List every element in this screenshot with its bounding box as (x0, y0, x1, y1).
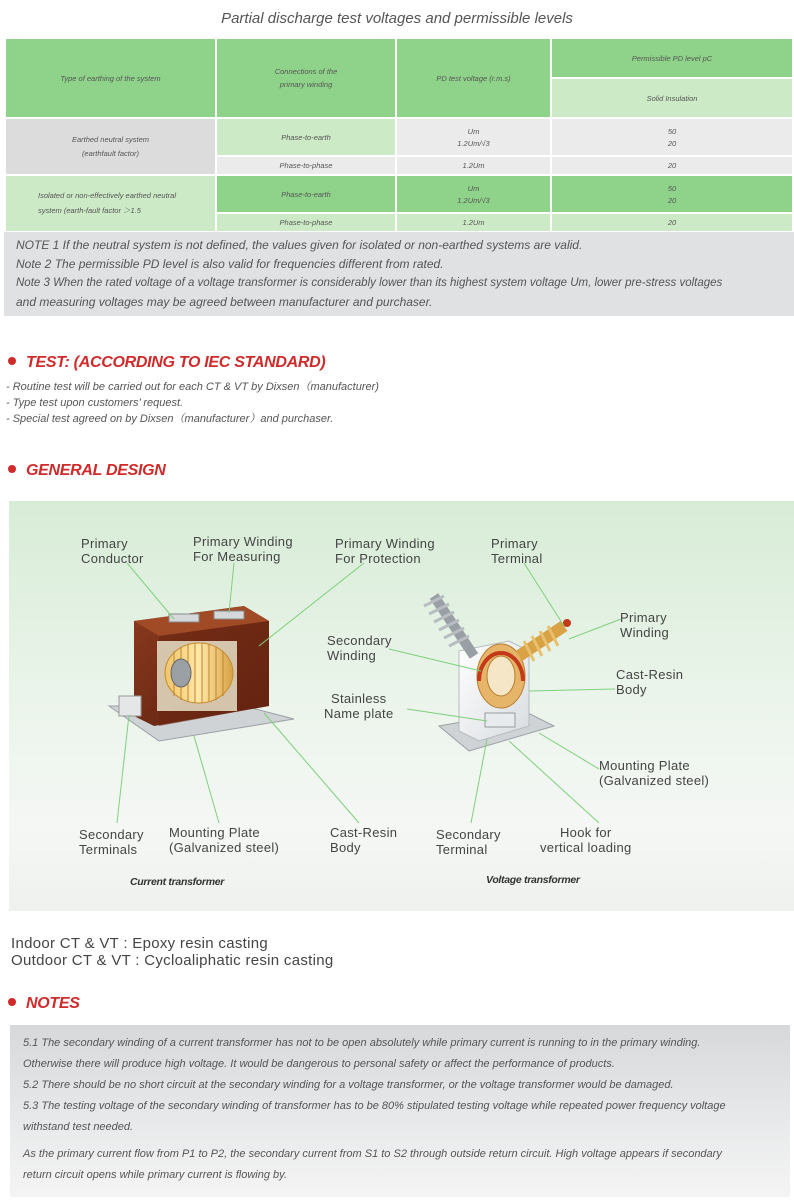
label-line: Secondary (79, 827, 144, 842)
label-line: For Protection (335, 551, 421, 566)
row2-ptop-pc: 20 (552, 214, 792, 231)
label-winding-protection (335, 536, 435, 566)
row2-earthing-line1: Isolated or non-effectively earthed neutral (38, 191, 176, 200)
label-line: (Galvanized steel) (169, 840, 280, 855)
row2-ptoe-label: Phase-to-earth (217, 176, 395, 212)
label-cast-resin-vt (616, 667, 683, 697)
label-line: Primary Winding (335, 536, 435, 551)
pd-table (4, 37, 794, 233)
pd-notes (4, 232, 794, 316)
label-line: vertical loading (540, 840, 632, 855)
row1-earthing (6, 119, 215, 174)
label-line: Hook for (559, 825, 612, 840)
test-item: - Routine test will be carried out for each CT & VT by Dixsen（manufacturer) (6, 381, 379, 393)
notes-heading (8, 995, 80, 1013)
label-line: Cast-Resin (616, 667, 684, 682)
header-connections-line1: Connections of the (274, 67, 338, 76)
design-heading-text: GENERAL DESIGN (26, 462, 166, 479)
design-heading (8, 462, 166, 480)
label-secondary-terminals (79, 827, 144, 857)
label-hook (540, 825, 632, 855)
notes-line: Otherwise there will produce high voltage. It would be dangerous to personal safety or affect the performance of products. (23, 1058, 615, 1070)
row1-ptoe-v1: Um (467, 126, 480, 136)
ct-caption: Current transformer (130, 876, 225, 888)
row2-earthing-line2: system (earth-fault factor ＞1.5 (38, 206, 141, 215)
label-line: Terminals (79, 842, 138, 857)
header-voltage: PD test voltage (r.m.s) (397, 39, 550, 117)
row2-earthing (6, 176, 215, 231)
casting-outdoor: Outdoor CT & VT : Cycloaliphatic resin casting (11, 952, 334, 969)
header-connections-line2: primary winding (279, 80, 333, 89)
label-line: Winding (620, 625, 670, 640)
label-line: Terminal (491, 551, 543, 566)
test-list (6, 379, 379, 427)
row1-ptop-voltage: 1.2Um (397, 157, 550, 174)
label-line: Primary Winding (193, 534, 293, 549)
row1-ptoe-pc (552, 119, 792, 155)
label-line: Conductor (81, 551, 144, 566)
label-secondary-winding (327, 633, 392, 663)
label-primary-terminal (491, 536, 543, 566)
label-line: (Galvanized steel) (599, 773, 710, 788)
label-line: For Measuring (193, 549, 281, 564)
notes-heading-text: NOTES (26, 995, 80, 1012)
notes-line: withstand test needed. (23, 1121, 134, 1133)
row1-ptop-label: Phase-to-phase (217, 157, 395, 174)
label-line: Primary (81, 536, 128, 551)
header-permissible: Permissible PD level pC (552, 39, 792, 77)
label-mounting-plate-vt (599, 758, 709, 788)
label-line: Name plate (324, 706, 394, 721)
bullet-icon (8, 357, 16, 365)
row2-ptoe-pc2: 20 (667, 195, 677, 205)
row1-ptop-pc: 20 (552, 157, 792, 174)
label-line: Primary (491, 536, 538, 551)
bullet-icon (8, 998, 16, 1006)
test-heading-text: TEST: (ACCORDING TO IEC STANDARD) (26, 354, 326, 371)
label-primary-conductor (81, 536, 144, 566)
row1-earthing-line2: (earthfault factor) (81, 149, 140, 158)
header-solid: Solid Insulation (552, 79, 792, 117)
row1-earthing-line1: Earthed neutral system (71, 135, 150, 144)
label-line: Secondary (327, 633, 392, 648)
label-line: Terminal (436, 842, 488, 857)
pd-note-4: and measuring voltages may be agreed between manufacturer and purchaser. (16, 295, 433, 309)
label-line: Body (330, 840, 361, 855)
label-cast-resin-ct (330, 825, 397, 855)
transformer-diagram (9, 501, 794, 911)
label-line: Mounting Plate (599, 758, 690, 773)
label-line: Winding (327, 648, 377, 663)
header-connections (217, 39, 395, 117)
header-earthing: Type of earthing of the system (6, 39, 215, 117)
notes-line: 5.2 There should be no short circuit at the secondary winding for a voltage transformer, or the voltage transformer would be damaged. (23, 1079, 674, 1091)
casting-indoor: Indoor CT & VT : Epoxy resin casting (11, 935, 269, 952)
label-name-plate (324, 691, 393, 721)
row1-ptoe-pc1: 50 (667, 126, 677, 136)
label-line: Mounting Plate (169, 825, 260, 840)
vt-insulator-left (424, 596, 474, 656)
pd-note-2: Note 2 The permissible PD level is also valid for frequencies different from rated. (16, 257, 444, 271)
notes-box (10, 1025, 790, 1197)
pd-note-3: Note 3 When the rated voltage of a voltage transformer is considerably lower than its highest system voltage Um, lower pre-stress voltages (16, 277, 723, 289)
notes-line: 5.3 The testing voltage of the secondary winding of transformer has to be 80% stipulated testing voltage while repeated power frequency voltage (23, 1100, 726, 1112)
row1-ptoe-label: Phase-to-earth (217, 119, 395, 155)
notes-line: As the primary current flow from P1 to P2, the secondary current from S1 to S2 through outside return circuit. High voltage appears if secondary (23, 1148, 722, 1160)
label-line: Stainless (331, 691, 387, 706)
label-line: Primary (620, 610, 667, 625)
casting-info (11, 935, 334, 969)
notes-line: 5.1 The secondary winding of a current transformer has not to be open absolutely while primary current is running to in the primary winding. (23, 1037, 701, 1049)
pd-table-title: Partial discharge test voltages and permissible levels (221, 10, 573, 27)
label-primary-winding (620, 610, 669, 640)
label-line: Body (616, 682, 647, 697)
row2-ptoe-v1: Um (467, 183, 480, 193)
label-mounting-plate-ct (169, 825, 279, 855)
test-item: - Special test agreed on by Dixsen（manufacturer）and purchaser. (6, 413, 334, 425)
row1-ptoe-v2: 1.2Um/√3 (457, 138, 490, 148)
row2-ptoe-voltage (397, 176, 550, 212)
label-secondary-terminal (436, 827, 501, 857)
label-line: Secondary (436, 827, 501, 842)
row2-ptoe-v2: 1.2Um/√3 (457, 195, 490, 205)
bullet-icon (8, 465, 16, 473)
label-winding-measuring (193, 534, 293, 564)
notes-line: return circuit opens while primary current is flowing by. (23, 1169, 287, 1181)
ct-body (119, 606, 269, 726)
test-heading (8, 354, 325, 372)
row1-ptoe-pc2: 20 (667, 138, 677, 148)
label-line: Cast-Resin (330, 825, 398, 840)
row2-ptoe-pc (552, 176, 792, 212)
pd-note-1: NOTE 1 If the neutral system is not defined, the values given for isolated or non-earthed systems are valid. (16, 238, 583, 252)
vt-caption: Voltage transformer (486, 874, 580, 886)
row2-ptop-label: Phase-to-phase (217, 214, 395, 231)
row1-ptoe-voltage (397, 119, 550, 155)
test-item: - Type test upon customers’ request. (6, 397, 184, 409)
row2-ptop-voltage: 1.2Um (397, 214, 550, 231)
row2-ptoe-pc1: 50 (667, 183, 677, 193)
